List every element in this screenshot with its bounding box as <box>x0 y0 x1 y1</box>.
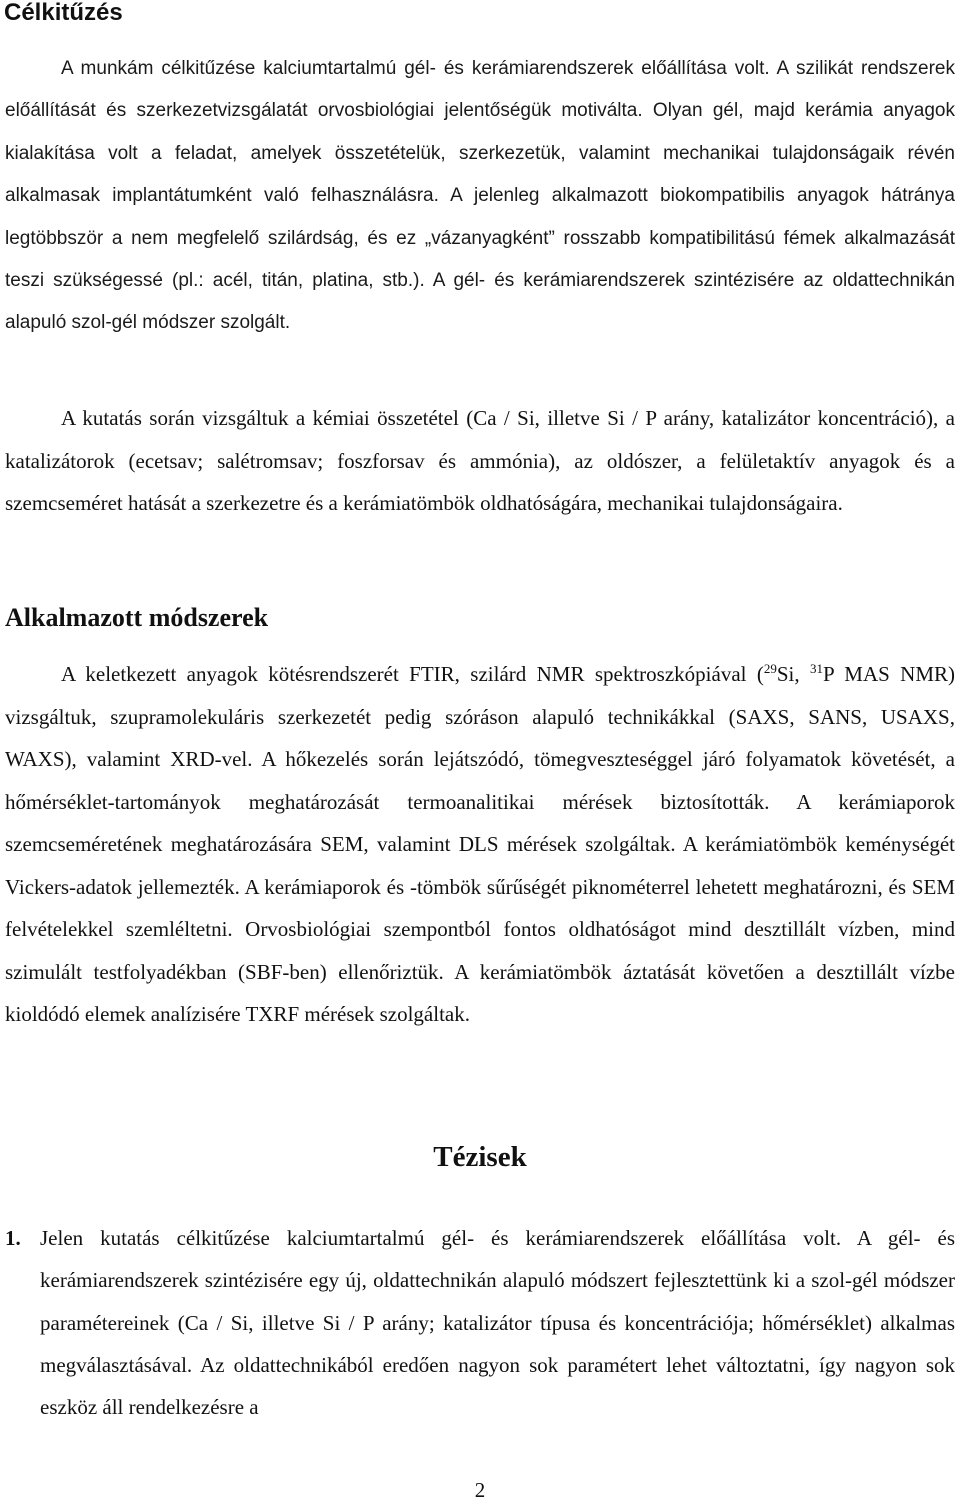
heading-modszerek: Alkalmazott módszerek <box>5 603 269 632</box>
paragraph-celkituzes-2: A kutatás során vizsgáltuk a kémiai összetétel (Ca / Si, illetve Si / P arány, katalizátor koncentráció), a katalizátorok (ecetsav; salétromsav; foszforsav és ammónia), az oldószer, a felületaktív anyagok és a szemcseméret hatását a szerkezetre és a kerámiatömbök oldhatóságára, mechanikai tulajdonságaira. <box>5 406 955 515</box>
page-number: 2 <box>474 1478 486 1502</box>
paragraph-modszerek-part-b: Si, <box>776 662 810 686</box>
paragraph-celkituzes-1: A munkám célkitűzése kalciumtartalmú gél- és kerámiarendszerek előállítása volt. A szilikát rendszerek előállítását és szerkezetvizsgálatát orvosbiológiai jelentőségük motiválta. Olyan gél, majd kerámia anyagok kialakítása volt a feladat, amelyek összetételük, szerkezetük, valamint mechanikai tulajdonságaik révén alkalmasak implantátumként való felhasználásra. A jelenleg alkalmazott biokompatibilis anyagok hátránya legtöbbször a nem megfelelő szilárdság, és ez „vázanyagként” rosszabb kompatibilitású fémek alkalmazását teszi szükségessé (pl.: acél, titán, platina, stb.). A gél- és kerámiarendszerek szintézisére az oldattechnikán alapuló szol-gél módszer szolgált. <box>5 58 955 334</box>
isotope-31: 31 <box>810 661 824 676</box>
thesis-item-1 <box>5 1217 955 1428</box>
thesis-item-number: 1. <box>5 1226 21 1250</box>
paragraph-modszerek-part-a: A keletkezett anyagok kötésrendszerét FTIR, szilárd NMR spektroszkópiával ( <box>61 662 764 686</box>
thesis-item-text: Jelen kutatás célkitűzése kalciumtartalmú gél- és kerámiarendszerek előállítása volt. A gél- és kerámiarendszerek szintézisére egy új, oldattechnikán alapuló módszert fejlesztettünk ki a szol-gél módszer paramétereinek (Ca / Si, illetve Si / P arány; katalizátor típusa és koncentrációja; hőmérséklet) alkalmas megválasztásával. Az oldattechnikából eredően nagyon sok paramétert lehet változtatni, így nagyon sok eszköz áll rendelkezésre a <box>40 1226 955 1420</box>
paragraph-modszerek-part-c: P MAS NMR) vizsgáltuk, szupramolekuláris szerkezetét pedig szóráson alapuló technikákkal (SAXS, SANS, USAXS, WAXS), valamint XRD-vel. A hőkezelés során lejátszódó, tömegveszteséggel járó folyamatok követését, a hőmérséklet-tartományok meghatározását termoanalitikai mérések biztosították. A kerámiaporok szemcseméretének meghatározására SEM, valamint DLS mérések szolgáltak. A kerámiatömbök keménységét Vickers-adatok jellemezték. A kerámiaporok és -tömbök sűrűségét piknométerrel lehetett meghatározni, és SEM felvételekkel szemléltetni. Orvosbiológiai szempontból fontos oldhatóságot mind desztillált vízben, mind szimulált testfolyadékban (SBF-ben) ellenőriztük. A kerámiatömbök áztatását követően a desztillált vízbe kioldódó elemek analízisére TXRF mérések szolgáltak. <box>5 662 956 1026</box>
isotope-29: 29 <box>763 661 777 676</box>
paragraph-modszerek <box>5 653 955 1036</box>
heading-tezisek: Tézisek <box>433 1141 527 1173</box>
heading-celkituzes: Célkitűzés <box>4 0 123 26</box>
